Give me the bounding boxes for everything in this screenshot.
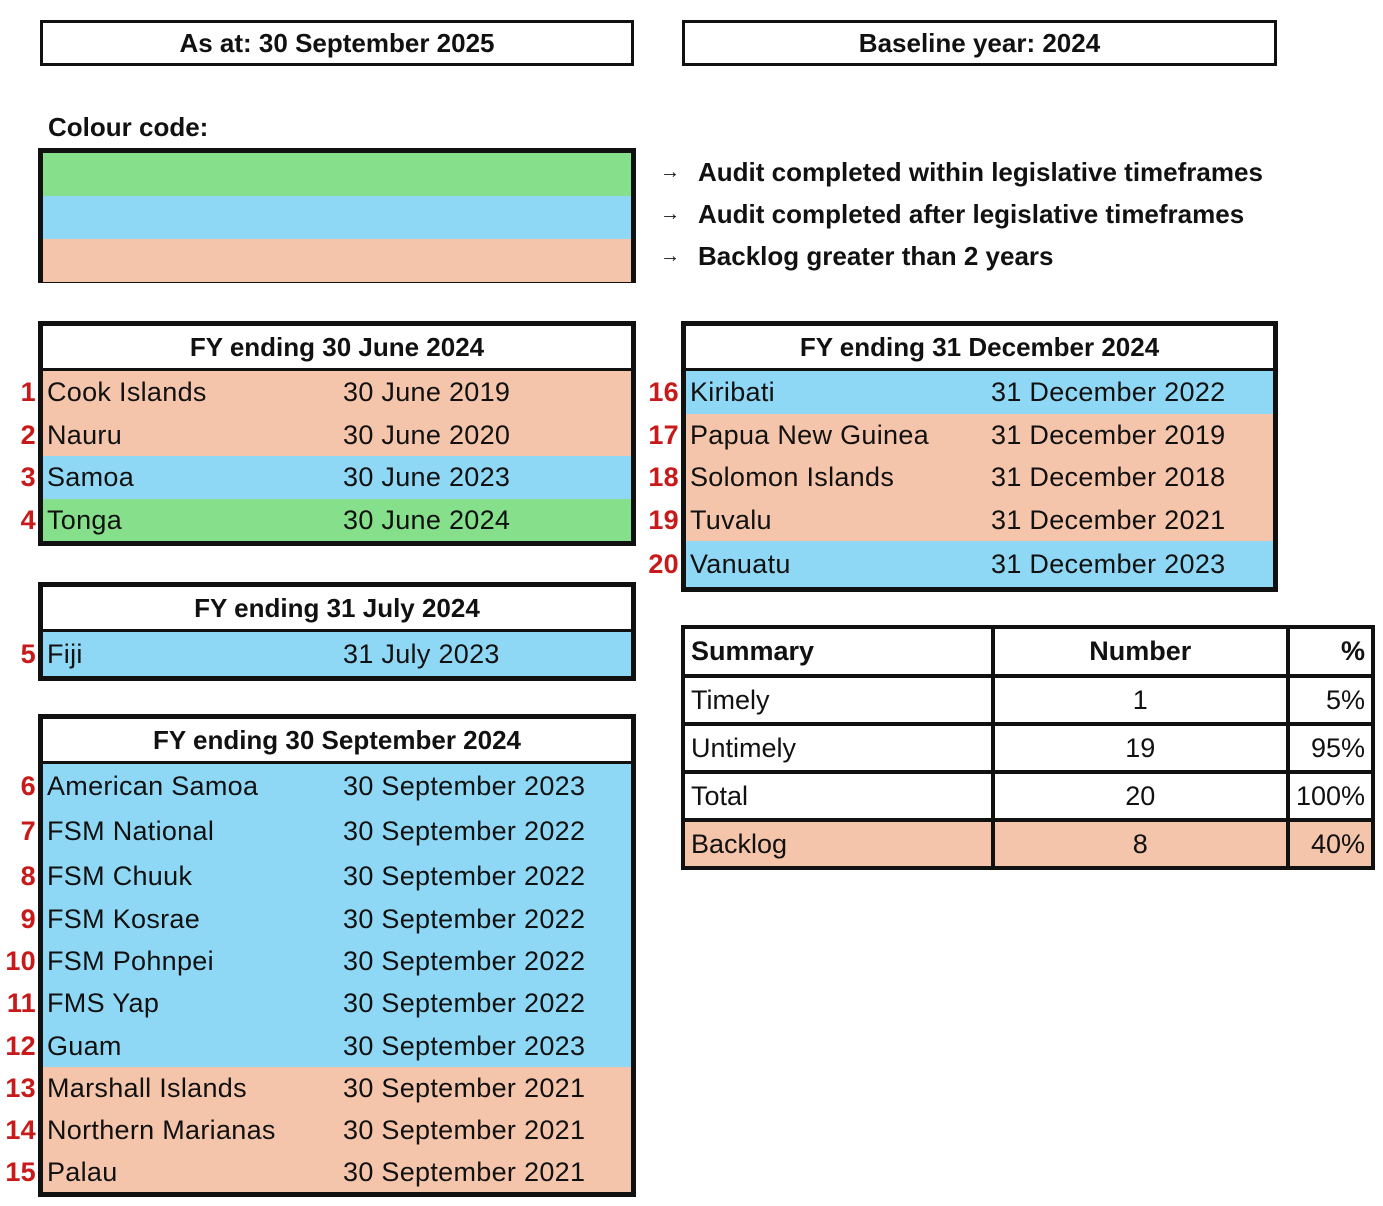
fy-september-table xyxy=(5,714,636,1197)
fy-end-date: 30 September 2022 xyxy=(343,945,586,976)
legend-item-untimely xyxy=(660,193,1380,235)
fy-end-date: 30 September 2022 xyxy=(343,860,586,891)
table-row xyxy=(648,414,1273,456)
entity-name: Guam xyxy=(47,1030,122,1061)
legend-item-text: Backlog greater than 2 years xyxy=(698,240,1054,271)
colour-code-swatches xyxy=(38,148,636,283)
row-number: 20 xyxy=(648,548,679,579)
fy-end-date: 30 June 2020 xyxy=(343,419,511,450)
fy-end-date: 30 June 2023 xyxy=(343,462,511,492)
entity-name: Vanuatu xyxy=(690,548,791,579)
summary-row xyxy=(683,676,1373,724)
summary-number: 1 xyxy=(993,676,1288,724)
row-number: 2 xyxy=(20,419,36,450)
table-row xyxy=(5,1067,631,1109)
summary-row xyxy=(683,724,1373,772)
fy-end-date: 30 September 2023 xyxy=(343,1030,586,1061)
entity-name: Kiribati xyxy=(690,377,775,407)
summary-number: 8 xyxy=(993,820,1288,868)
row-number: 13 xyxy=(5,1072,36,1103)
table-row xyxy=(648,499,1273,541)
entity-name: Papua New Guinea xyxy=(690,419,929,450)
table-row xyxy=(648,541,1273,587)
row-number: 10 xyxy=(5,945,36,976)
fy-end-date: 30 September 2021 xyxy=(343,1072,586,1103)
row-number: 6 xyxy=(20,771,36,801)
row-number: 4 xyxy=(20,504,36,535)
fy-end-date: 31 July 2023 xyxy=(343,638,500,669)
entity-name: FSM Chuuk xyxy=(47,860,193,891)
table-row xyxy=(20,809,631,854)
summary-percent: 40% xyxy=(1288,820,1373,868)
summary-number: 20 xyxy=(993,772,1288,820)
fy-end-date: 30 June 2024 xyxy=(343,504,511,535)
table-title: FY ending 31 July 2024 xyxy=(43,587,631,632)
entity-name: FMS Yap xyxy=(47,988,160,1018)
fy-end-date: 30 June 2019 xyxy=(343,377,511,407)
swatch-blue xyxy=(43,196,631,239)
summary-label: Total xyxy=(683,772,993,820)
entity-name: Palau xyxy=(47,1156,118,1187)
fy-end-date: 31 December 2022 xyxy=(991,377,1226,407)
row-number: 7 xyxy=(20,816,36,846)
legend-item-text: Audit completed after legislative timeframes xyxy=(698,198,1245,229)
legend-item-timely xyxy=(660,151,1380,193)
fy-end-date: 30 September 2021 xyxy=(343,1115,586,1145)
table-row xyxy=(20,764,631,809)
table-row xyxy=(20,414,631,456)
summary-table xyxy=(681,625,1375,870)
summary-percent: 100% xyxy=(1288,772,1373,820)
table-row xyxy=(20,898,631,940)
summary-percent: 95% xyxy=(1288,724,1373,772)
arrow-right-icon: → xyxy=(660,244,680,267)
as-at-date: As at: 30 September 2025 xyxy=(40,20,634,66)
row-number: 19 xyxy=(648,504,679,535)
fy-end-date: 31 December 2018 xyxy=(991,462,1226,492)
table-row xyxy=(5,1152,631,1192)
summary-label: Untimely xyxy=(683,724,993,772)
table-row xyxy=(5,940,631,982)
fy-end-date: 30 September 2022 xyxy=(343,903,586,934)
legend-item-text: Audit completed within legislative timeframes xyxy=(698,156,1263,187)
arrow-right-icon: → xyxy=(660,202,680,225)
entity-name: FSM Kosrae xyxy=(47,903,201,934)
table-row xyxy=(20,854,631,898)
table-row xyxy=(5,1109,631,1152)
table-row xyxy=(20,632,631,676)
summary-label: Timely xyxy=(683,676,993,724)
summary-header-label: Summary xyxy=(683,627,993,676)
table-row xyxy=(20,499,631,541)
row-number: 18 xyxy=(648,462,679,492)
colour-code-legend xyxy=(660,151,1380,277)
entity-name: Samoa xyxy=(47,462,135,492)
colour-code-label: Colour code: xyxy=(48,112,209,142)
entity-name: Tuvalu xyxy=(690,504,772,535)
arrow-right-icon: → xyxy=(660,160,680,183)
entity-name: Fiji xyxy=(47,638,83,669)
summary-header-number: Number xyxy=(993,627,1288,676)
table-title: FY ending 30 June 2024 xyxy=(43,326,631,371)
fy-end-date: 31 December 2023 xyxy=(991,548,1226,579)
fy-end-date: 30 September 2022 xyxy=(343,988,586,1018)
entity-name: Tonga xyxy=(47,504,123,535)
table-row xyxy=(648,456,1273,499)
fy-end-date: 31 December 2021 xyxy=(991,504,1226,535)
entity-name: Solomon Islands xyxy=(690,462,895,492)
table-title: FY ending 30 September 2024 xyxy=(43,719,631,764)
fy-end-date: 31 December 2019 xyxy=(991,419,1226,450)
entity-name: FSM National xyxy=(47,816,215,846)
summary-row xyxy=(683,820,1373,868)
row-number: 11 xyxy=(6,988,36,1018)
table-row xyxy=(5,1025,631,1067)
row-number: 15 xyxy=(5,1156,36,1187)
baseline-year: Baseline year: 2024 xyxy=(682,20,1277,66)
fy-end-date: 30 September 2022 xyxy=(343,816,586,846)
row-number: 14 xyxy=(5,1115,36,1145)
summary-header-percent: % xyxy=(1288,627,1373,676)
entity-name: Cook Islands xyxy=(47,377,207,407)
row-number: 9 xyxy=(20,903,36,934)
table-row xyxy=(20,456,631,499)
table-row xyxy=(648,371,1273,414)
entity-name: American Samoa xyxy=(47,771,259,801)
swatch-green xyxy=(43,153,631,196)
legend-item-backlog xyxy=(660,235,1380,277)
table-row xyxy=(6,982,631,1025)
table-row xyxy=(20,371,631,414)
summary-percent: 5% xyxy=(1288,676,1373,724)
row-number: 3 xyxy=(20,462,36,492)
entity-name: FSM Pohnpei xyxy=(47,945,214,976)
row-number: 12 xyxy=(5,1030,36,1061)
entity-name: Northern Marianas xyxy=(47,1115,276,1145)
row-number: 17 xyxy=(648,419,679,450)
entity-name: Marshall Islands xyxy=(47,1072,247,1103)
fy-end-date: 30 September 2023 xyxy=(343,771,586,801)
fy-july-table xyxy=(20,582,636,681)
table-title: FY ending 31 December 2024 xyxy=(686,326,1273,371)
swatch-peach xyxy=(43,239,631,282)
fy-december-table xyxy=(648,321,1278,592)
row-number: 8 xyxy=(20,860,36,891)
summary-number: 19 xyxy=(993,724,1288,772)
row-number: 16 xyxy=(648,377,679,407)
entity-name: Nauru xyxy=(47,419,123,450)
fy-june-table xyxy=(20,321,636,546)
fy-end-date: 30 September 2021 xyxy=(343,1156,586,1187)
row-number: 1 xyxy=(20,377,36,407)
summary-row xyxy=(683,772,1373,820)
summary-label: Backlog xyxy=(683,820,993,868)
row-number: 5 xyxy=(20,638,36,669)
